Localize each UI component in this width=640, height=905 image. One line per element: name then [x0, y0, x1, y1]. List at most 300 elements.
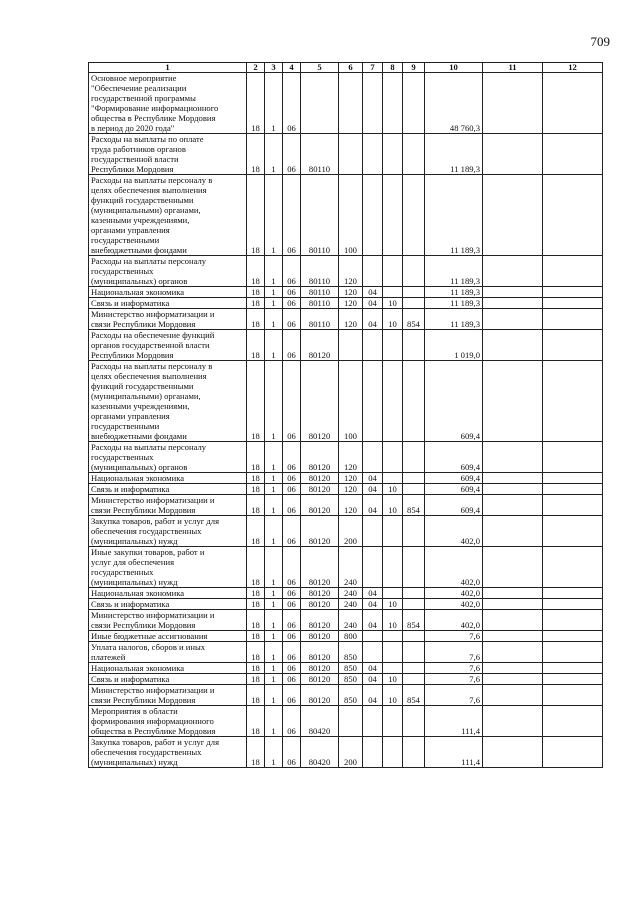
- column-3-code: 1: [265, 361, 283, 442]
- column-11-cell: [483, 175, 543, 256]
- column-7-code: [363, 631, 383, 642]
- column-3-code: 1: [265, 547, 283, 588]
- description-line: казенными учреждениями,: [91, 401, 190, 411]
- column-3-code: 1: [265, 309, 283, 330]
- column-7-code: 04: [363, 599, 383, 610]
- amount-cell: 7,6: [425, 642, 483, 663]
- column-4-code: 06: [283, 484, 301, 495]
- amount-cell: 111,4: [425, 737, 483, 768]
- column-11-cell: [483, 473, 543, 484]
- description-line: связи Республики Мордовия: [91, 505, 196, 515]
- description-line: Национальная экономика: [91, 663, 185, 673]
- description-line: (муниципальных) нужд: [91, 536, 178, 546]
- column-9-code: [403, 73, 425, 134]
- column-8-code: [383, 175, 403, 256]
- column-11-cell: [483, 631, 543, 642]
- column-2-code: 18: [247, 361, 265, 442]
- description-line: Расходы на выплаты персоналу: [91, 442, 207, 452]
- column-6-code: [339, 706, 363, 737]
- column-8-code: 10: [383, 495, 403, 516]
- column-5-code: 80120: [301, 631, 339, 642]
- column-2-code: 18: [247, 134, 265, 175]
- column-11-cell: [483, 134, 543, 175]
- column-8-code: [383, 361, 403, 442]
- column-11-cell: [483, 484, 543, 495]
- column-4-code: 06: [283, 287, 301, 298]
- column-header: 7: [363, 63, 383, 73]
- description-line: органами управления: [91, 411, 170, 421]
- row-description: [89, 737, 247, 768]
- column-4-code: 06: [283, 309, 301, 330]
- column-9-code: [403, 674, 425, 685]
- column-6-code: 240: [339, 547, 363, 588]
- description-line: (муниципальных) органов: [91, 462, 188, 472]
- column-3-code: 1: [265, 737, 283, 768]
- table-row: [89, 330, 603, 361]
- column-12-cell: [543, 298, 603, 309]
- column-6-code: 850: [339, 674, 363, 685]
- column-9-code: 854: [403, 495, 425, 516]
- column-9-code: [403, 663, 425, 674]
- column-2-code: 18: [247, 484, 265, 495]
- description-line: (муниципальных) нужд: [91, 757, 178, 767]
- column-4-code: 06: [283, 134, 301, 175]
- column-7-code: [363, 642, 383, 663]
- column-8-code: [383, 73, 403, 134]
- column-5-code: 80120: [301, 588, 339, 599]
- column-11-cell: [483, 330, 543, 361]
- amount-cell: 7,6: [425, 631, 483, 642]
- column-11-cell: [483, 256, 543, 287]
- amount-cell: 402,0: [425, 599, 483, 610]
- column-12-cell: [543, 484, 603, 495]
- description-line: Связь и информатика: [91, 298, 170, 308]
- column-4-code: 06: [283, 642, 301, 663]
- column-12-cell: [543, 674, 603, 685]
- column-3-code: 1: [265, 685, 283, 706]
- table-row: [89, 631, 603, 642]
- description-line: общества в Республике Мордовия: [91, 726, 216, 736]
- column-12-cell: [543, 134, 603, 175]
- column-4-code: 06: [283, 175, 301, 256]
- column-4-code: 06: [283, 588, 301, 599]
- table-row: [89, 287, 603, 298]
- row-description: [89, 473, 247, 484]
- row-description: [89, 685, 247, 706]
- column-5-code: 80110: [301, 256, 339, 287]
- column-12-cell: [543, 547, 603, 588]
- column-7-code: [363, 330, 383, 361]
- column-8-code: [383, 256, 403, 287]
- column-8-code: [383, 588, 403, 599]
- column-9-code: [403, 330, 425, 361]
- column-8-code: [383, 737, 403, 768]
- table-row: [89, 706, 603, 737]
- column-11-cell: [483, 73, 543, 134]
- column-8-code: [383, 642, 403, 663]
- table-row: [89, 674, 603, 685]
- column-header: 3: [265, 63, 283, 73]
- column-9-code: [403, 442, 425, 473]
- column-6-code: 120: [339, 484, 363, 495]
- column-4-code: 06: [283, 674, 301, 685]
- column-3-code: 1: [265, 287, 283, 298]
- column-5-code: 80110: [301, 309, 339, 330]
- column-7-code: 04: [363, 473, 383, 484]
- column-11-cell: [483, 309, 543, 330]
- column-8-code: [383, 706, 403, 737]
- amount-cell: 11 189,3: [425, 298, 483, 309]
- column-3-code: 1: [265, 631, 283, 642]
- column-7-code: 04: [363, 588, 383, 599]
- column-8-code: 10: [383, 610, 403, 631]
- column-8-code: [383, 547, 403, 588]
- description-line: Республики Мордовия: [91, 350, 174, 360]
- column-6-code: [339, 134, 363, 175]
- column-header: 1: [89, 63, 247, 73]
- description-line: Связь и информатика: [91, 599, 170, 609]
- column-12-cell: [543, 516, 603, 547]
- description-line: услуг для обеспечения: [91, 557, 175, 567]
- description-line: государственных: [91, 266, 154, 276]
- column-11-cell: [483, 737, 543, 768]
- row-description: [89, 706, 247, 737]
- table-row: [89, 588, 603, 599]
- column-11-cell: [483, 442, 543, 473]
- description-line: обеспечения государственных: [91, 526, 202, 536]
- description-line: "Формирование информационного: [91, 103, 219, 113]
- description-line: Расходы на обеспечение функций: [91, 330, 215, 340]
- column-7-code: [363, 361, 383, 442]
- column-7-code: 04: [363, 309, 383, 330]
- column-2-code: 18: [247, 175, 265, 256]
- column-7-code: [363, 175, 383, 256]
- description-line: Закупка товаров, работ и услуг для: [91, 516, 220, 526]
- description-line: платежей: [91, 652, 126, 662]
- column-6-code: 120: [339, 495, 363, 516]
- column-6-code: 850: [339, 685, 363, 706]
- description-line: обеспечения государственных: [91, 747, 202, 757]
- column-12-cell: [543, 663, 603, 674]
- amount-cell: 7,6: [425, 663, 483, 674]
- table-row: [89, 256, 603, 287]
- table-row: [89, 685, 603, 706]
- column-11-cell: [483, 361, 543, 442]
- column-5-code: 80110: [301, 134, 339, 175]
- column-7-code: [363, 73, 383, 134]
- column-8-code: [383, 330, 403, 361]
- description-line: Основное мероприятие: [91, 73, 177, 83]
- column-3-code: 1: [265, 610, 283, 631]
- column-11-cell: [483, 516, 543, 547]
- description-line: связи Республики Мордовия: [91, 695, 196, 705]
- column-2-code: 18: [247, 631, 265, 642]
- column-2-code: 18: [247, 547, 265, 588]
- table-row: [89, 361, 603, 442]
- column-9-code: [403, 175, 425, 256]
- page-number: 709: [590, 34, 610, 49]
- amount-cell: 402,0: [425, 516, 483, 547]
- column-9-code: [403, 706, 425, 737]
- column-6-code: 240: [339, 599, 363, 610]
- description-line: казенными учреждениями,: [91, 215, 190, 225]
- amount-cell: 7,6: [425, 674, 483, 685]
- column-9-code: [403, 631, 425, 642]
- column-11-cell: [483, 685, 543, 706]
- description-line: связи Республики Мордовия: [91, 319, 196, 329]
- column-9-code: [403, 547, 425, 588]
- column-8-code: [383, 442, 403, 473]
- amount-cell: 1 019,0: [425, 330, 483, 361]
- column-2-code: 18: [247, 599, 265, 610]
- description-line: внебюджетными фондами: [91, 431, 187, 441]
- column-9-code: [403, 256, 425, 287]
- column-4-code: 06: [283, 73, 301, 134]
- column-header: 2: [247, 63, 265, 73]
- column-header: 11: [483, 63, 543, 73]
- column-header: 12: [543, 63, 603, 73]
- column-4-code: 06: [283, 663, 301, 674]
- row-description: [89, 287, 247, 298]
- column-4-code: 06: [283, 361, 301, 442]
- description-line: связи Республики Мордовия: [91, 620, 196, 630]
- row-description: [89, 547, 247, 588]
- column-5-code: 80120: [301, 674, 339, 685]
- column-12-cell: [543, 330, 603, 361]
- column-6-code: 850: [339, 642, 363, 663]
- column-header: 8: [383, 63, 403, 73]
- column-12-cell: [543, 175, 603, 256]
- row-description: [89, 484, 247, 495]
- amount-cell: 48 760,3: [425, 73, 483, 134]
- column-8-code: 10: [383, 298, 403, 309]
- column-11-cell: [483, 642, 543, 663]
- column-3-code: 1: [265, 642, 283, 663]
- column-2-code: 18: [247, 287, 265, 298]
- column-2-code: 18: [247, 737, 265, 768]
- column-6-code: [339, 73, 363, 134]
- amount-cell: 111,4: [425, 706, 483, 737]
- description-line: Мероприятия в области: [91, 706, 178, 716]
- description-line: целях обеспечения выполнения: [91, 371, 207, 381]
- column-6-code: 800: [339, 631, 363, 642]
- description-line: Министерство информатизации и: [91, 495, 215, 505]
- column-12-cell: [543, 256, 603, 287]
- description-line: Расходы на выплаты персоналу в: [91, 175, 213, 185]
- description-line: Расходы на выплаты персоналу: [91, 256, 207, 266]
- table-row: [89, 175, 603, 256]
- column-9-code: 854: [403, 309, 425, 330]
- column-2-code: 18: [247, 473, 265, 484]
- column-9-code: [403, 287, 425, 298]
- column-2-code: 18: [247, 73, 265, 134]
- column-3-code: 1: [265, 256, 283, 287]
- table-row: [89, 134, 603, 175]
- column-5-code: 80110: [301, 175, 339, 256]
- budget-table: [88, 62, 603, 768]
- description-line: труда работников органов: [91, 144, 186, 154]
- column-2-code: 18: [247, 642, 265, 663]
- row-description: [89, 610, 247, 631]
- amount-cell: 11 189,3: [425, 309, 483, 330]
- amount-cell: 11 189,3: [425, 175, 483, 256]
- column-3-code: 1: [265, 134, 283, 175]
- description-line: Министерство информатизации и: [91, 610, 215, 620]
- column-12-cell: [543, 706, 603, 737]
- table-row: [89, 610, 603, 631]
- description-line: Национальная экономика: [91, 588, 185, 598]
- column-9-code: [403, 361, 425, 442]
- column-4-code: 06: [283, 256, 301, 287]
- column-5-code: 80120: [301, 610, 339, 631]
- column-12-cell: [543, 287, 603, 298]
- column-2-code: 18: [247, 610, 265, 631]
- description-line: функций государственными: [91, 381, 194, 391]
- column-2-code: 18: [247, 298, 265, 309]
- column-2-code: 18: [247, 685, 265, 706]
- column-8-code: [383, 473, 403, 484]
- description-line: Закупка товаров, работ и услуг для: [91, 737, 220, 747]
- row-description: [89, 309, 247, 330]
- column-11-cell: [483, 588, 543, 599]
- column-4-code: 06: [283, 599, 301, 610]
- column-5-code: 80120: [301, 516, 339, 547]
- row-description: [89, 631, 247, 642]
- description-line: государственными: [91, 235, 160, 245]
- description-line: Национальная экономика: [91, 287, 185, 297]
- table-row: [89, 473, 603, 484]
- column-11-cell: [483, 547, 543, 588]
- column-8-code: 10: [383, 599, 403, 610]
- column-8-code: [383, 663, 403, 674]
- column-12-cell: [543, 309, 603, 330]
- table-row: [89, 298, 603, 309]
- description-line: Национальная экономика: [91, 473, 185, 483]
- column-6-code: 120: [339, 256, 363, 287]
- column-2-code: 18: [247, 256, 265, 287]
- column-4-code: 06: [283, 547, 301, 588]
- column-2-code: 18: [247, 706, 265, 737]
- table-row: [89, 495, 603, 516]
- table-row: [89, 73, 603, 134]
- column-5-code: 80120: [301, 599, 339, 610]
- column-5-code: 80120: [301, 361, 339, 442]
- row-description: [89, 175, 247, 256]
- row-description: [89, 599, 247, 610]
- column-4-code: 06: [283, 737, 301, 768]
- column-3-code: 1: [265, 495, 283, 516]
- amount-cell: 11 189,3: [425, 256, 483, 287]
- column-5-code: 80420: [301, 737, 339, 768]
- column-11-cell: [483, 674, 543, 685]
- column-6-code: 100: [339, 361, 363, 442]
- column-8-code: [383, 516, 403, 547]
- description-line: Расходы на выплаты персоналу в: [91, 361, 213, 371]
- column-6-code: 120: [339, 287, 363, 298]
- column-7-code: 04: [363, 674, 383, 685]
- column-5-code: [301, 73, 339, 134]
- column-9-code: [403, 134, 425, 175]
- column-12-cell: [543, 495, 603, 516]
- column-2-code: 18: [247, 588, 265, 599]
- description-line: государственной власти: [91, 154, 179, 164]
- row-description: [89, 361, 247, 442]
- column-12-cell: [543, 442, 603, 473]
- column-12-cell: [543, 361, 603, 442]
- table-row: [89, 642, 603, 663]
- column-6-code: 120: [339, 309, 363, 330]
- column-5-code: 80120: [301, 495, 339, 516]
- row-description: [89, 256, 247, 287]
- column-5-code: 80120: [301, 442, 339, 473]
- amount-cell: 609,4: [425, 495, 483, 516]
- column-12-cell: [543, 610, 603, 631]
- row-description: [89, 516, 247, 547]
- row-description: [89, 674, 247, 685]
- description-line: государственными: [91, 421, 160, 431]
- column-7-code: 04: [363, 663, 383, 674]
- table-header-row: [89, 63, 603, 73]
- column-2-code: 18: [247, 516, 265, 547]
- table-body: [89, 73, 603, 768]
- column-5-code: 80120: [301, 473, 339, 484]
- table-row: [89, 484, 603, 495]
- column-7-code: [363, 706, 383, 737]
- description-line: Уплата налогов, сборов и иных: [91, 642, 206, 652]
- description-line: Министерство информатизации и: [91, 685, 215, 695]
- column-4-code: 06: [283, 631, 301, 642]
- column-7-code: 04: [363, 287, 383, 298]
- description-line: Связь и информатика: [91, 484, 170, 494]
- column-8-code: 10: [383, 674, 403, 685]
- description-line: органов государственной власти: [91, 340, 210, 350]
- description-line: общества в Республике Мордовия: [91, 113, 216, 123]
- column-12-cell: [543, 73, 603, 134]
- description-line: государственных: [91, 567, 154, 577]
- column-9-code: 854: [403, 610, 425, 631]
- column-7-code: 04: [363, 495, 383, 516]
- column-11-cell: [483, 495, 543, 516]
- description-line: Республики Мордовия: [91, 164, 174, 174]
- column-4-code: 06: [283, 685, 301, 706]
- table-row: [89, 547, 603, 588]
- description-line: (муниципальными) органами,: [91, 391, 201, 401]
- description-line: (муниципальных) нужд: [91, 577, 178, 587]
- column-2-code: 18: [247, 309, 265, 330]
- column-9-code: [403, 473, 425, 484]
- column-12-cell: [543, 685, 603, 706]
- column-11-cell: [483, 610, 543, 631]
- column-3-code: 1: [265, 663, 283, 674]
- column-7-code: [363, 737, 383, 768]
- column-6-code: 200: [339, 737, 363, 768]
- column-2-code: 18: [247, 663, 265, 674]
- column-9-code: 854: [403, 685, 425, 706]
- column-7-code: 04: [363, 298, 383, 309]
- column-8-code: [383, 287, 403, 298]
- column-4-code: 06: [283, 516, 301, 547]
- column-5-code: 80110: [301, 287, 339, 298]
- column-7-code: [363, 134, 383, 175]
- column-6-code: 120: [339, 298, 363, 309]
- column-5-code: 80420: [301, 706, 339, 737]
- column-3-code: 1: [265, 73, 283, 134]
- column-2-code: 18: [247, 495, 265, 516]
- column-header: 9: [403, 63, 425, 73]
- column-2-code: 18: [247, 442, 265, 473]
- column-5-code: 80120: [301, 685, 339, 706]
- column-5-code: 80120: [301, 484, 339, 495]
